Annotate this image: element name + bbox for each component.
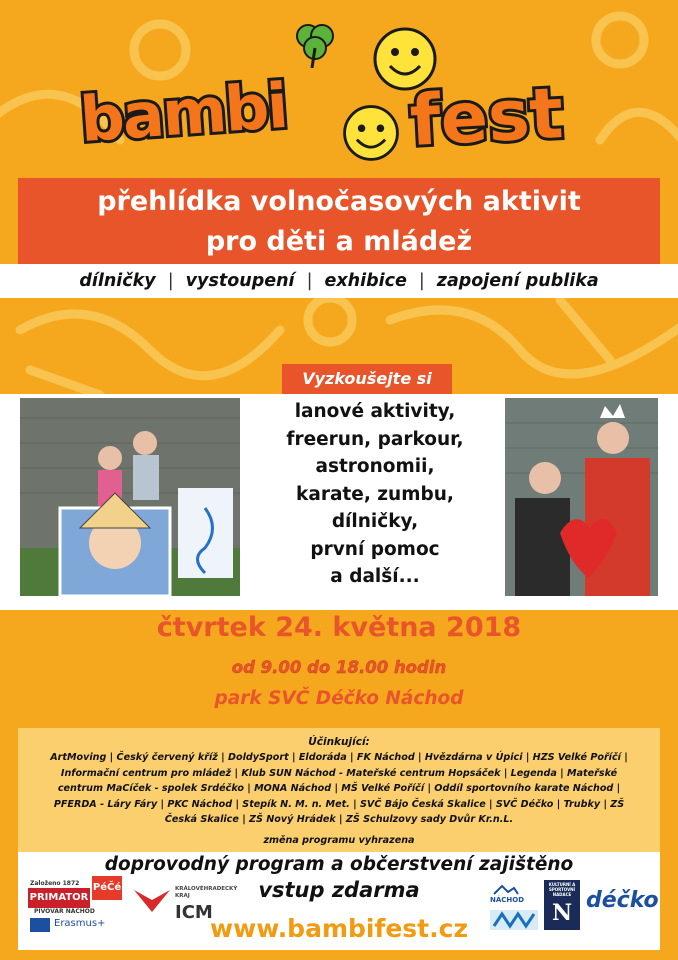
headline-line-2: pro děti a mládež [205,226,473,257]
separator: | [167,271,174,291]
list-item: dílničky, [331,511,419,532]
performers-line: ArtMoving | Český červený kříž | DoldySport | Eldoráda | FK Náchod | Hvězdárna v Úpici | HZS Velké Poříčí | [50,752,628,763]
primator-subtitle: PIVOVAR NÁCHOD [34,908,95,915]
performers-list [22,750,656,828]
footer-entry-text: vstup zdarma [258,878,420,902]
kraj-label: KRÁLOVÉHRADECKÝ KRAJ [175,886,238,899]
try-it-badge: Vyzkoušejte si [282,364,452,394]
event-date: čtvrtek 24. května 2018 [156,612,522,643]
performers-title: Účinkující: [308,736,370,748]
icm-logo: ICM [175,902,213,923]
footer-program-text: doprovodný program a občerstvení zajištěno [104,854,574,875]
try-list [250,398,500,591]
primator-logo: PRIMATOR [28,888,90,908]
program-change-note: změna programu vyhrazena [263,835,415,846]
activity-item: zapojení publika [436,271,599,291]
photo-illustration [505,398,658,596]
separator: | [306,271,313,291]
nadace-letter: N [551,900,573,926]
event-place: park SVČ Déčko Náchod [214,688,464,709]
volunteers-photo [505,398,658,596]
pece-logo: PéČé [92,876,122,900]
bambifest-logo [70,18,590,168]
activity-item: exhibice [324,271,407,291]
activity-item: vystoupení [185,271,295,291]
list-item: první pomoc [310,538,440,560]
list-item: lanové aktivity, [294,401,456,422]
erasmus-logo [30,918,50,932]
performers-line: centrum MaCíček - spolek Srdéčko | MONA Náchod | MŠ Velké Poříčí | Oddíl sportovního karate Náchod | [57,783,621,794]
decko-logo: déčko [586,888,659,913]
nachod-label: NÁCHOD [490,896,525,904]
performers-line: Informační centrum pro mládež | Klub SUN Náchod - Mateřské centrum Hopsáček | Legenda | Mateřské [60,767,618,779]
smiley-icon [338,100,404,166]
activities-strip [0,264,678,298]
separator: | [418,271,425,291]
list-item: karate, zumbu, [296,483,454,505]
logo-fest-text: fest [407,72,566,162]
dum-logo-icon [490,910,538,930]
logo-bambi-text: bambi [77,68,289,157]
erasmus-label: Erasmus+ [54,918,106,929]
nachod-logo-icon [492,884,520,896]
nadace-label: KULTURNÍ A SPORTOVNÍ NADACE [548,882,576,897]
list-item: freerun, parkour, [286,428,464,450]
performers-line: Česká Skalice | ZŠ Nový Hrádek | ZŠ Schulzovy sady Dvůr Kr.n.L. [164,814,514,825]
clover-icon [290,18,340,68]
primator-small-text: Založeno 1872 [30,880,80,887]
website-link[interactable]: www.bambifest.cz [210,914,468,943]
kraj-logo-icon [132,886,172,914]
headline-line-1: přehlídka volnočasových aktivit [97,186,581,217]
children-photo [20,398,240,596]
photo-illustration [20,398,240,596]
event-time: od 9.00 do 18.00 hodin [231,658,447,677]
performers-line: PFERDA - Láry Fáry | PKC Náchod | Stepík N. M. n. Met. | SVČ Bájo Česká Skalice | SVČ Déčko | Trubky | ZŠ [53,798,625,810]
activity-item: dílničky [79,271,156,291]
list-item: astronomii, [315,456,435,477]
list-item: a další... [330,566,420,587]
